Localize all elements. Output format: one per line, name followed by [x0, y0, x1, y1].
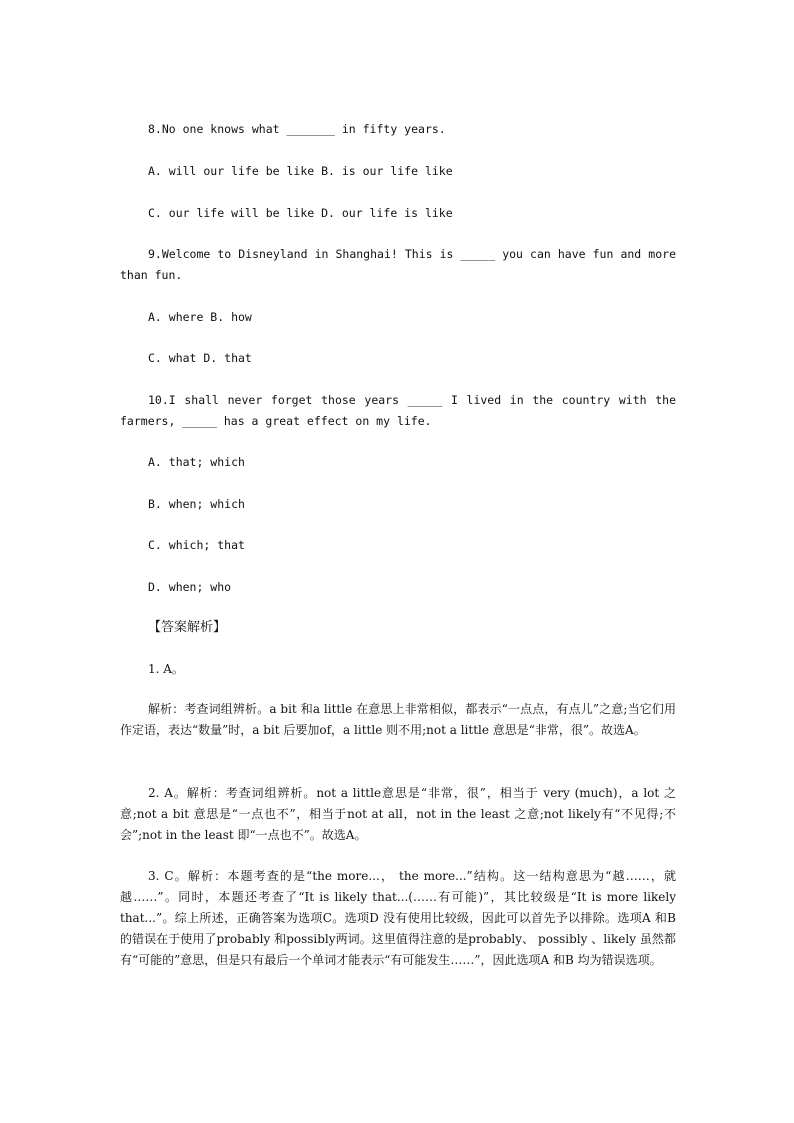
question-10-option-c: C. which; that — [148, 538, 245, 552]
question-9-options-cd: C. what D. that — [148, 351, 252, 365]
explanation-3: 3. C。解析：本题考查的是“the more...， the more...”结构。这一结构意思为“越……，就越……”。同时，本题还考查了“It is likely that...(……有可能)”，其比较级是“It is more likely that...”。综上所述，正确答案为选项C。选项D 没有使用比较级，因此可以首先予以排除。选项A 和B 的错误在于使用了probably 和possibly两词。这里值得注意的是probably、 possibly 、likely 虽然都有“可能的”意思，但是只有最后一个单词才能表示“有可能发生……”，因此选项A 和B 均为错误选项。 — [120, 869, 676, 967]
question-8-options-ab: A. will our life be like B. is our life like — [148, 164, 453, 178]
question-10-stem: 10.I shall never forget those years _____ I lived in the country with the farmers, _____ has a great effect on my life. — [120, 393, 676, 428]
question-8-stem: 8.No one knows what _______ in fifty years. — [148, 122, 446, 136]
question-10-option-a: A. that; which — [148, 455, 245, 469]
question-10-option-b: B. when; which — [148, 497, 245, 511]
question-9-options-ab: A. where B. how — [148, 310, 252, 324]
question-8-options-cd: C. our life will be like D. our life is like — [148, 206, 453, 220]
explanation-2: 2. A。解析：考查词组辨析。not a little意思是“非常，很”，相当于 very (much)，a lot 之意;not a bit 意思是“一点也不”，相当于not at all，not in the least 之意;not likely有“不见得;不会”;not in the least 即“一点也不”。故选A。 — [120, 786, 676, 842]
question-10-option-d: D. when; who — [148, 580, 232, 594]
answer-section-heading: 【答案解析】 — [148, 620, 227, 635]
explanation-1: 解析：考查词组辨析。a bit 和a little 在意思上非常相似，都表示“一点点，有点儿”之意;当它们用作定语，表达“数量”时，a bit 后要加of，a little 则不用;not a little 意思是“非常，很”。故选A。 — [120, 702, 676, 737]
answer-1: 1. A。 — [148, 662, 184, 676]
question-9-stem: 9.Welcome to Disneyland in Shanghai! This is _____ you can have fun and more than fun. — [120, 247, 676, 282]
